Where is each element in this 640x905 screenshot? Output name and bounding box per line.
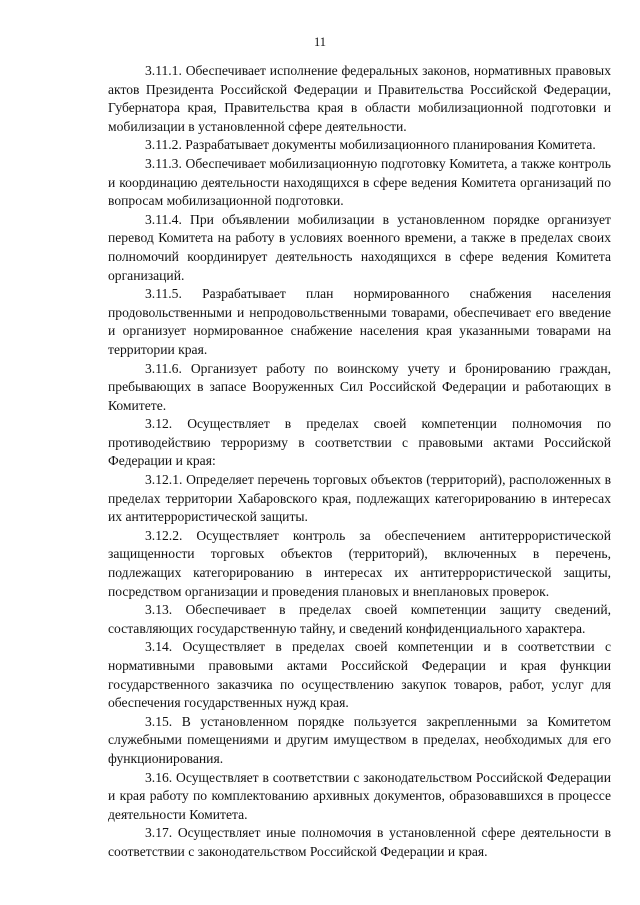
paragraph-3-11-6: 3.11.6. Организует работу по воинскому учету и бронированию граждан, пребывающих в запасе Вооруженных Сил Российской Федерации и работающих в Комитете. (108, 360, 611, 413)
paragraph-3-11-1: 3.11.1. Обеспечивает исполнение федеральных законов, нормативных правовых актов Президента Российской Федерации и Правительства Российской Федерации, Губернатора края, Правительства края в области мобилизационной подготовки и мобилизации в установленной сфере деятельности. (108, 63, 611, 134)
paragraph-3-11-2: 3.11.2. Разрабатывает документы мобилизационного планирования Комитета. (145, 137, 596, 153)
paragraph-3-14: 3.14. Осуществляет в пределах своей компетенции и в соответствии с нормативными правовыми актами Российской Федерации и края функции государственного заказчика по осуществлению закупок товаров, работ, услуг для обеспечения государственных нужд края. (108, 639, 611, 711)
paragraph-3-12-1: 3.12.1. Определяет перечень торговых объектов (территорий), расположенных в пределах территории Хабаровского края, подлежащих категорированию в интересах их антитеррористической защиты. (108, 472, 611, 525)
paragraph-3-11-3: 3.11.3. Обеспечивает мобилизационную подготовку Комитета, а также контроль и координацию деятельности находящихся в сфере ведения Комитета организаций по вопросам мобилизационной подготовки. (108, 155, 611, 209)
paragraph-3-13: 3.13. Обеспечивает в пределах своей компетенции защиту сведений, составляющих государственную тайну, и сведений конфиденциального характера. (108, 602, 611, 636)
page-number: 11 (313, 35, 327, 49)
paragraph-3-12-2: 3.12.2. Осуществляет контроль за обеспечением антитеррористической защищенности торговых объектов (территорий), включенных в перечень, подлежащих категорированию в интересах их антитеррористической защиты, посредством организации и проведения плановых и внеплановых проверок. (108, 527, 611, 599)
document-body (108, 62, 611, 862)
paragraph-3-12: 3.12. Осуществляет в пределах своей компетенции полномочия по противодействию терроризму в соответствии с правовыми актами Российской Федерации и края: (108, 416, 611, 469)
paragraph-3-11-5: 3.11.5. Разрабатывает план нормированного снабжения населения продовольственными и непродовольственными товарами, обеспечивает его введение и организует нормированное снабжение населения края указанными товарами на территории края. (108, 286, 611, 357)
paragraph-3-17: 3.17. Осуществляет иные полномочия в установленной сфере деятельности в соответствии с законодательством Российской Федерации и края. (108, 825, 611, 859)
paragraph-3-16: 3.16. Осуществляет в соответствии с законодательством Российской Федерации и края работу по комплектованию архивных документов, образовавшихся в процессе деятельности Комитета. (108, 769, 611, 822)
paragraph-3-11-4: 3.11.4. При объявлении мобилизации в установленном порядке организует перевод Комитета на работу в условиях военного времени, а также в пределах своих полномочий координирует деятельность находящихся в сфере ведения Комитета организаций. (108, 211, 611, 283)
paragraph-3-15: 3.15. В установленном порядке пользуется закрепленными за Комитетом служебными помещениями и другим имуществом в пределах, необходимых для его функционирования. (108, 713, 611, 766)
